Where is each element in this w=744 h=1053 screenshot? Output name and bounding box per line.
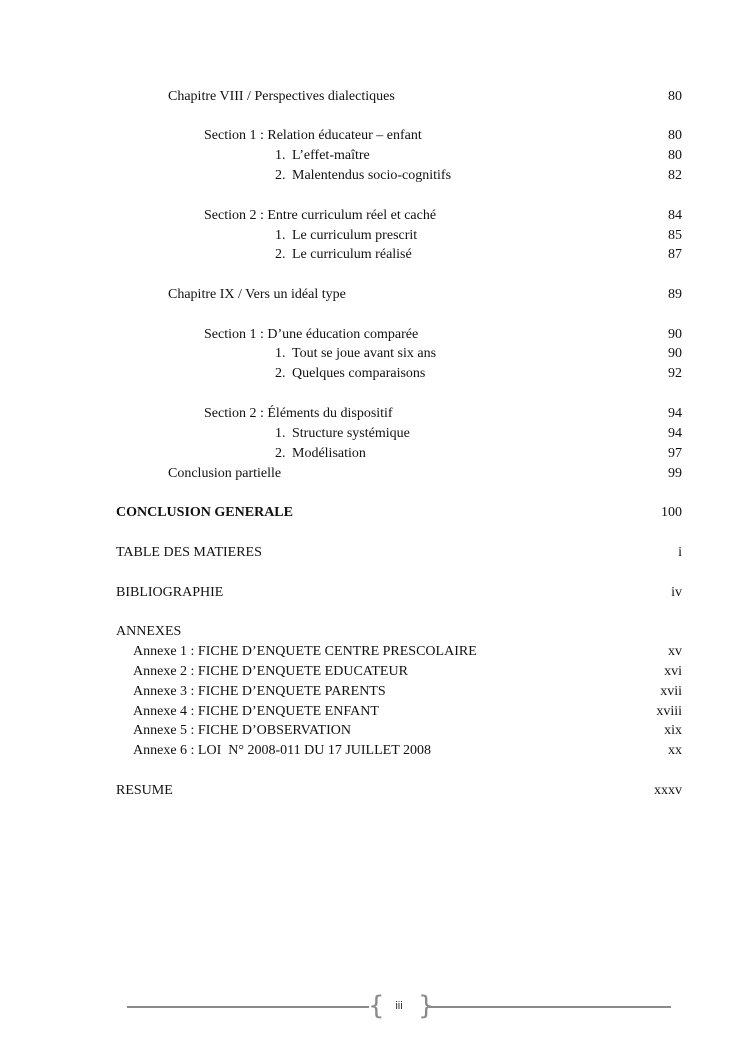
toc-entry-title: ANNEXES	[116, 624, 182, 639]
toc-entry-page: 97	[668, 446, 682, 461]
toc-entry-ch8-s2-item-1	[0, 226, 744, 246]
toc-item-number: 2.	[275, 446, 286, 461]
toc-entry-title: RESUME	[116, 783, 173, 798]
toc-entry-title	[275, 344, 436, 364]
toc-entry-ch8-s1-item-2	[0, 166, 744, 186]
toc-entry-ch9-s2-item-2	[0, 444, 744, 464]
toc-item-text: Tout se joue avant six ans	[292, 346, 437, 361]
toc-entry-title: Chapitre IX / Vers un idéal type	[168, 287, 346, 302]
toc-item-text: Le curriculum réalisé	[292, 247, 412, 262]
toc-entry-page: xix	[664, 723, 682, 738]
toc-entry-page: 85	[668, 228, 682, 243]
toc-entry-title	[275, 444, 366, 464]
footer-close-brace-icon: }	[418, 991, 435, 1021]
toc-entry-ch8-s1-item-1	[0, 146, 744, 166]
toc-entry-title: Annexe 3 : FICHE D’ENQUETE PARENTS	[133, 684, 386, 699]
toc-entry-page: xvii	[660, 684, 682, 699]
footer-rule-right	[429, 1006, 671, 1008]
toc-entry-title	[275, 226, 417, 246]
toc-entry-title: Section 1 : D’une éducation comparée	[204, 327, 419, 342]
toc-entry-title: TABLE DES MATIERES	[116, 545, 262, 560]
toc-item-text: Le curriculum prescrit	[292, 228, 418, 243]
toc-entry-title: Section 2 : Éléments du dispositif	[204, 406, 393, 421]
toc-entry-title: Annexe 1 : FICHE D’ENQUETE CENTRE PRESCOLAIRE	[133, 644, 477, 659]
toc-entry-page: i	[678, 545, 682, 560]
toc-entry-page: 99	[668, 466, 682, 481]
toc-entry-title: Annexe 4 : FICHE D’ENQUETE ENFANT	[133, 704, 379, 719]
footer-page-number: iii	[395, 1000, 403, 1012]
toc-entry-bibliographie	[0, 583, 744, 603]
toc-entry-title: Conclusion partielle	[168, 466, 282, 481]
toc-item-text: Modélisation	[292, 446, 366, 461]
toc-entry-page: iv	[671, 585, 682, 600]
toc-entry-page: 80	[668, 128, 682, 143]
toc-entry-ch9-section-1	[0, 325, 744, 345]
toc-entry-page: 94	[668, 406, 682, 421]
toc-entry-page: xv	[668, 644, 682, 659]
toc-entry-ch8-s2-item-2	[0, 245, 744, 265]
toc-entry-page: 100	[661, 505, 682, 520]
toc-item-number: 2.	[275, 247, 286, 262]
toc-entry-conclusion-partielle	[0, 464, 744, 484]
toc-entry-chapter-8	[0, 87, 744, 107]
toc-entry-title: Chapitre VIII / Perspectives dialectiques	[168, 89, 395, 104]
toc-item-text: Structure systémique	[292, 426, 410, 441]
toc-entry-title	[275, 424, 410, 444]
toc-entry-ch9-section-2	[0, 404, 744, 424]
toc-entry-page: 89	[668, 287, 682, 302]
toc-entry-annexe-5	[0, 721, 744, 741]
toc-entry-title: BIBLIOGRAPHIE	[116, 585, 224, 600]
toc-entry-page: 87	[668, 247, 682, 262]
toc-entry-title	[275, 166, 451, 186]
toc-entry-title: Annexe 2 : FICHE D’ENQUETE EDUCATEUR	[133, 664, 408, 679]
toc-entry-page: 84	[668, 208, 682, 223]
toc-entry-annexe-3	[0, 682, 744, 702]
toc-entry-page: 90	[668, 346, 682, 361]
toc-entry-title: CONCLUSION GENERALE	[116, 505, 293, 520]
toc-entry-title	[275, 364, 425, 384]
toc-entry-annexe-6	[0, 741, 744, 761]
toc-entry-ch9-s1-item-1	[0, 344, 744, 364]
toc-entry-title: Section 2 : Entre curriculum réel et caché	[204, 208, 437, 223]
toc-entry-chapter-9	[0, 285, 744, 305]
toc-entry-page: 90	[668, 327, 682, 342]
toc-entry-annexes	[0, 622, 744, 642]
toc-entry-page: 92	[668, 366, 682, 381]
toc-entry-ch9-s1-item-2	[0, 364, 744, 384]
toc-item-number: 2.	[275, 366, 286, 381]
toc-entry-page: 94	[668, 426, 682, 441]
toc-entry-page: xxxv	[654, 783, 682, 798]
toc-item-number: 1.	[275, 148, 286, 163]
toc-entry-annexe-2	[0, 662, 744, 682]
toc-entry-table-des-matieres	[0, 543, 744, 563]
footer-open-brace-icon: {	[368, 991, 385, 1021]
footer-rule-left	[127, 1006, 369, 1008]
toc-entry-resume	[0, 781, 744, 801]
toc-item-text: L’effet-maître	[292, 148, 370, 163]
toc-item-number: 2.	[275, 168, 286, 183]
toc-entry-ch8-section-2	[0, 206, 744, 226]
toc-entry-page: 80	[668, 148, 682, 163]
toc-entry-title: Annexe 5 : FICHE D’OBSERVATION	[133, 723, 351, 738]
toc-entry-title	[275, 146, 370, 166]
toc-entry-ch8-section-1	[0, 126, 744, 146]
toc-entry-ch9-s2-item-1	[0, 424, 744, 444]
toc-entry-page: xx	[668, 743, 682, 758]
toc-entry-annexe-1	[0, 642, 744, 662]
toc-entry-page: xvi	[664, 664, 682, 679]
toc-entry-page: 82	[668, 168, 682, 183]
toc-item-text: Malentendus socio-cognitifs	[292, 168, 452, 183]
toc-entry-title: Annexe 6 : LOI N° 2008-011 DU 17 JUILLET 2008	[133, 743, 431, 758]
toc-item-number: 1.	[275, 228, 286, 243]
toc-entry-title: Section 1 : Relation éducateur – enfant	[204, 128, 422, 143]
toc-entry-conclusion-generale	[0, 503, 744, 523]
toc-entry-page: xviii	[656, 704, 682, 719]
toc-item-number: 1.	[275, 426, 286, 441]
toc-item-text: Quelques comparaisons	[292, 366, 426, 381]
toc-entry-page: 80	[668, 89, 682, 104]
toc-entry-title	[275, 245, 412, 265]
toc-entry-annexe-4	[0, 702, 744, 722]
toc-item-number: 1.	[275, 346, 286, 361]
